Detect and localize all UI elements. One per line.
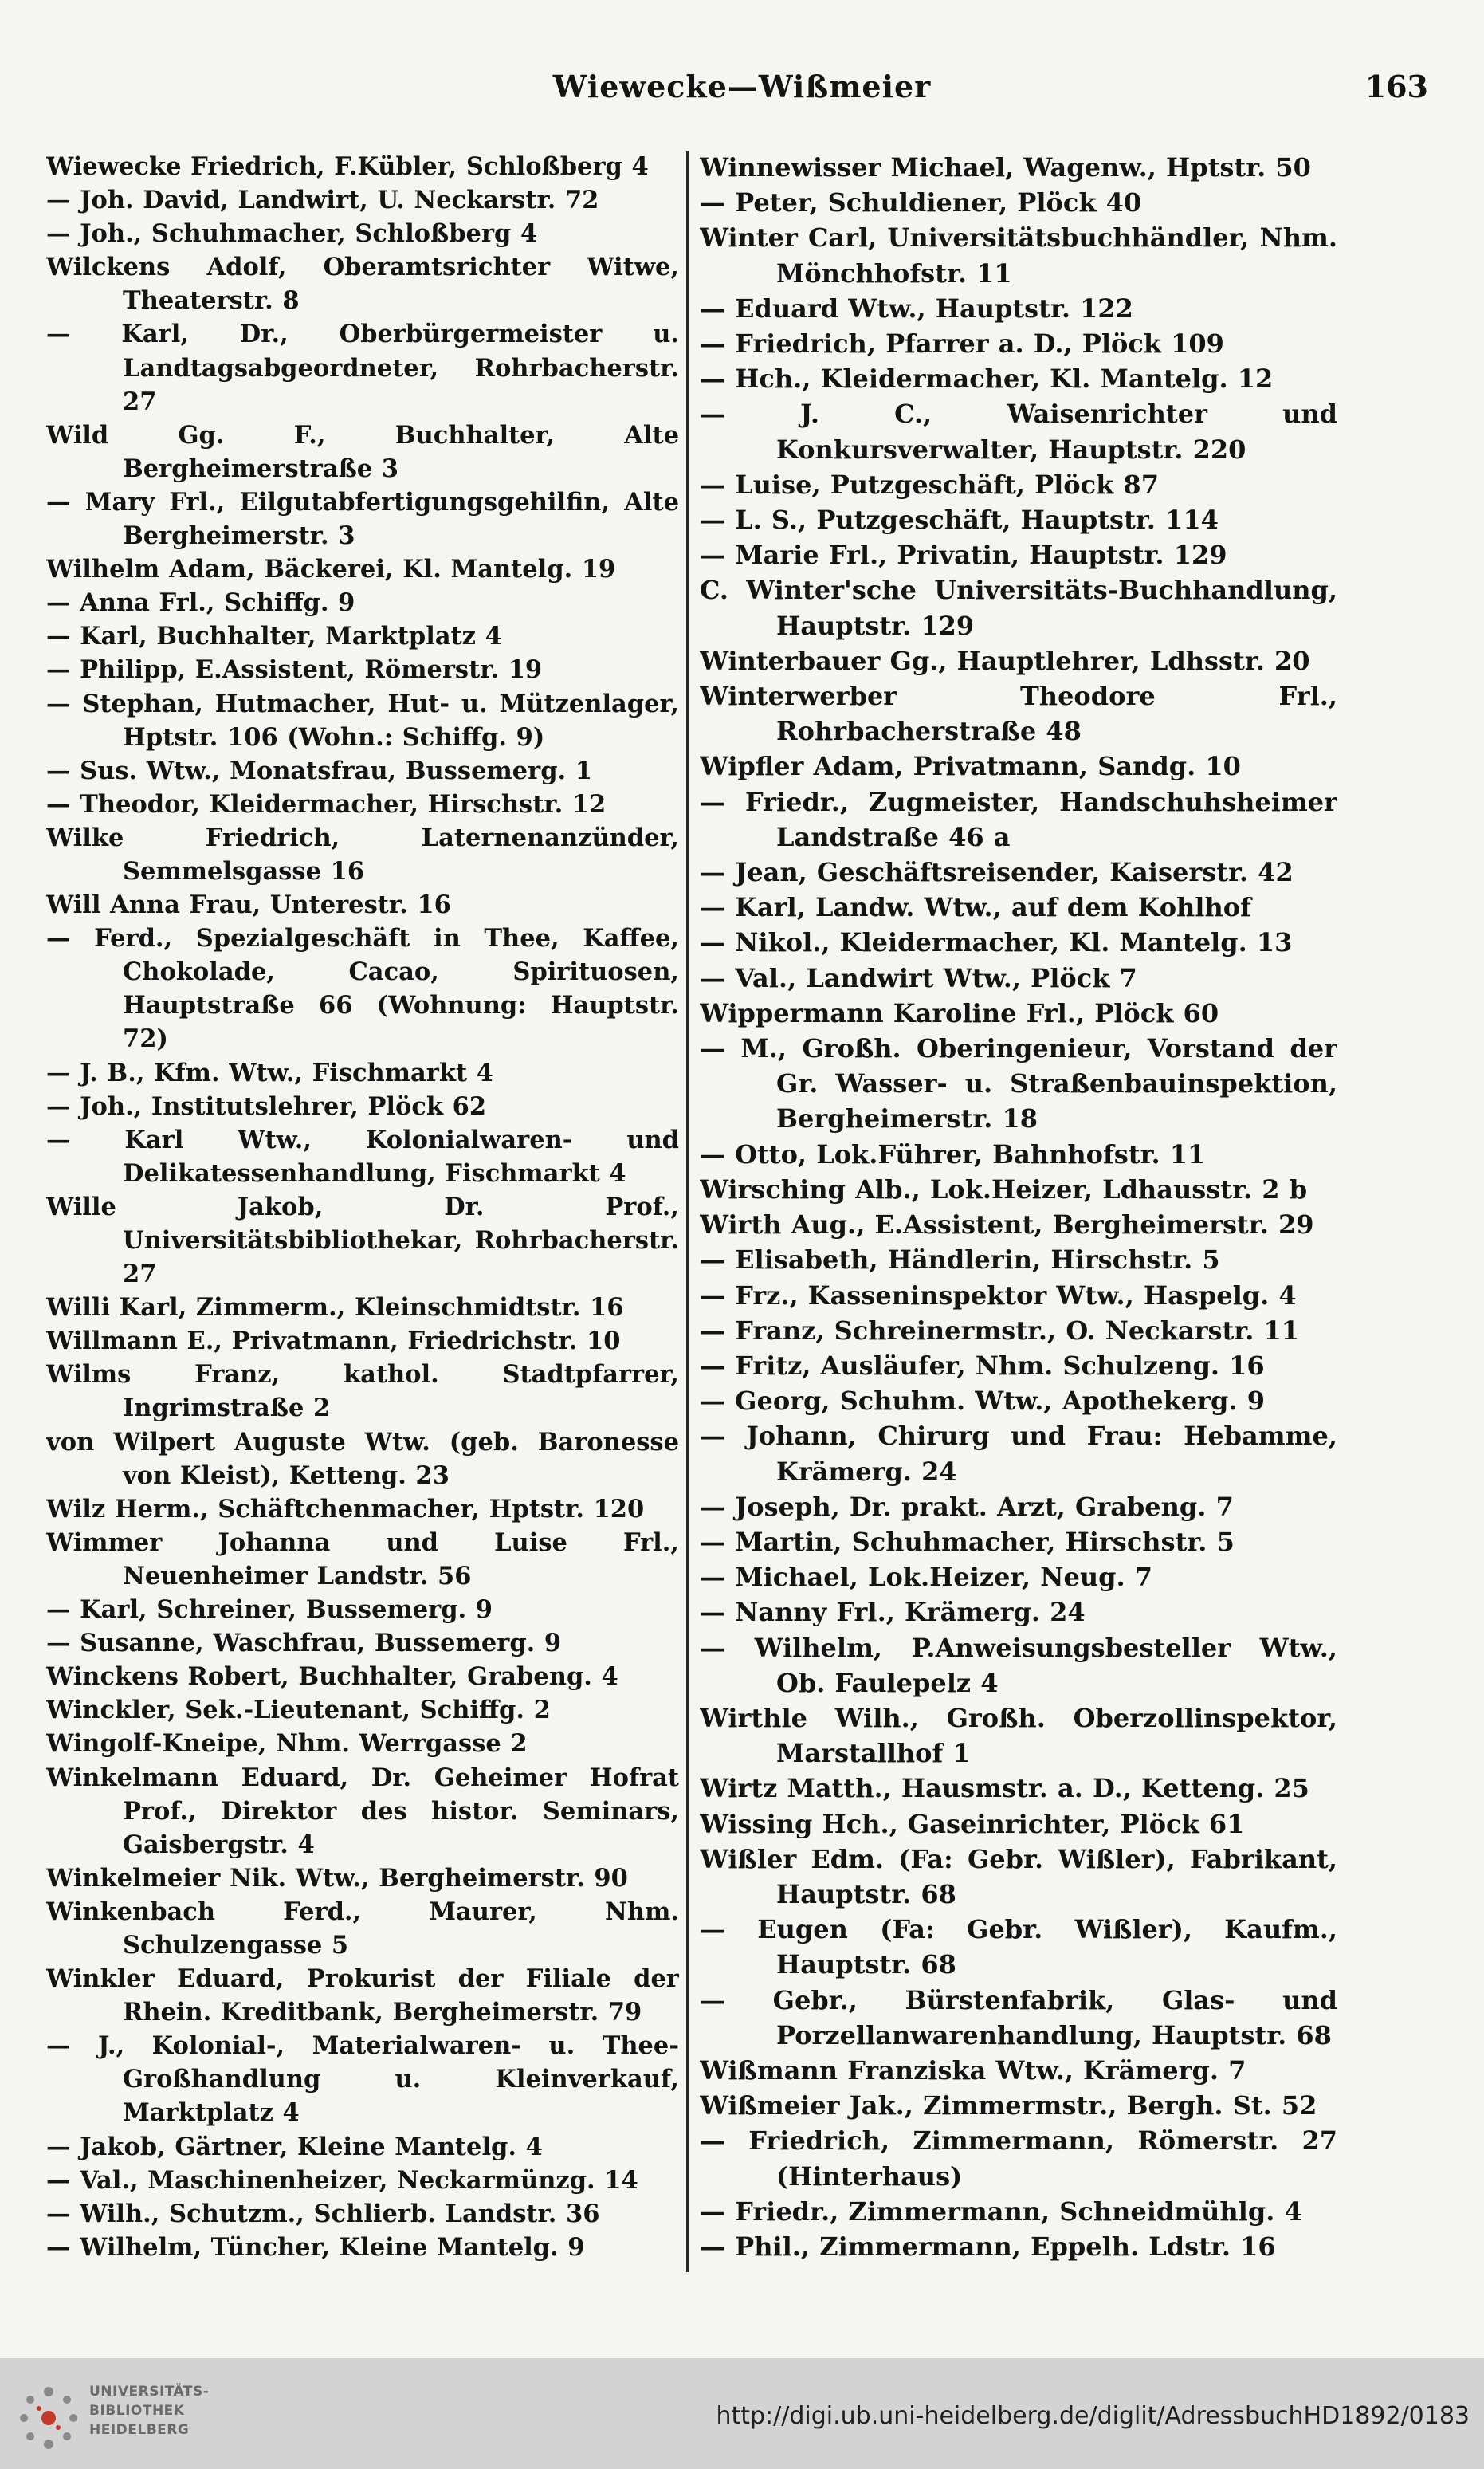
directory-entry: — Eugen (Fa: Gebr. Wißler), Kaufm., Hauptstr. 68 bbox=[700, 1914, 1337, 1980]
directory-entry: Winnewisser Michael, Wagenw., Hptstr. 50 bbox=[700, 152, 1311, 183]
directory-entry: Wilke Friedrich, Laternenanzünder, Semmelsgasse 16 bbox=[46, 823, 679, 886]
directory-entry: — Friedr., Zimmermann, Schneidmühlg. 4 bbox=[700, 2196, 1302, 2227]
directory-entry: Wimmer Johanna und Luise Frl., Neuenheimer Landstr. 56 bbox=[46, 1527, 679, 1590]
directory-entry: Wißler Edm. (Fa: Gebr. Wißler), Fabrikant, Hauptstr. 68 bbox=[700, 1843, 1337, 1909]
directory-entry: — J. C., Waisenrichter und Konkursverwalter, Hauptstr. 220 bbox=[700, 399, 1337, 465]
directory-entry: — Johann, Chirurg und Frau: Hebamme, Krämerg. 24 bbox=[700, 1421, 1337, 1487]
directory-entry: — Ferd., Spezialgeschäft in Thee, Kaffee, Chokolade, Cacao, Spirituosen, Hauptstraße 66 (Wohnung: Hauptstr. 72) bbox=[46, 924, 679, 1054]
library-name-line: UNIVERSITÄTS- bbox=[89, 2384, 210, 2400]
directory-entry: — Martin, Schuhmacher, Hirschstr. 5 bbox=[700, 1526, 1235, 1557]
library-name bbox=[89, 2382, 209, 2440]
directory-entry: — Jean, Geschäftsreisender, Kaiserstr. 42 bbox=[700, 857, 1294, 888]
directory-entry: Winkenbach Ferd., Maurer, Nhm. Schulzengasse 5 bbox=[46, 1897, 679, 1960]
directory-entry: Winterwerber Theodore Frl., Rohrbacherstraße 48 bbox=[700, 681, 1337, 747]
directory-entry: — Karl, Schreiner, Bussemerg. 9 bbox=[46, 1595, 493, 1625]
directory-entry: — Karl Wtw., Kolonialwaren- und Delikatessenhandlung, Fischmarkt 4 bbox=[46, 1125, 679, 1188]
directory-entry: — Joh., Schuhmacher, Schloßberg 4 bbox=[46, 219, 538, 249]
directory-entry: — Joh. David, Landwirt, U. Neckarstr. 72 bbox=[46, 186, 599, 215]
directory-entry: — Marie Frl., Privatin, Hauptstr. 129 bbox=[700, 540, 1227, 571]
directory-entry: — Anna Frl., Schiffg. 9 bbox=[46, 588, 355, 618]
left-column bbox=[46, 150, 679, 2286]
directory-entry: — Stephan, Hutmacher, Hut- u. Mützenlager, Hptstr. 106 (Wohn.: Schiffg. 9) bbox=[46, 689, 679, 752]
directory-entry: Willmann E., Privatmann, Friedrichstr. 10 bbox=[46, 1327, 621, 1356]
directory-entry: — Theodor, Kleidermacher, Hirschstr. 12 bbox=[46, 789, 607, 819]
page-header bbox=[48, 62, 1436, 110]
directory-entry: — Karl, Landw. Wtw., auf dem Kohlhof bbox=[700, 892, 1251, 923]
directory-entry: — Joh., Institutslehrer, Plöck 62 bbox=[46, 1091, 487, 1121]
directory-entry: — Joseph, Dr. prakt. Arzt, Grabeng. 7 bbox=[700, 1491, 1234, 1522]
directory-entry: Winkelmeier Nik. Wtw., Bergheimerstr. 90 bbox=[46, 1863, 628, 1893]
directory-entry: Wirtz Matth., Hausmstr. a. D., Ketteng. 25 bbox=[700, 1773, 1309, 1804]
directory-entry: Wingolf-Kneipe, Nhm. Werrgasse 2 bbox=[46, 1729, 528, 1759]
directory-entry: C. Winter'sche Universitäts-Buchhandlung, Hauptstr. 129 bbox=[700, 575, 1337, 641]
directory-entry: Wilms Franz, kathol. Stadtpfarrer, Ingrimstraße 2 bbox=[46, 1360, 679, 1423]
directory-entry: — Otto, Lok.Führer, Bahnhofstr. 11 bbox=[700, 1138, 1206, 1170]
directory-entry: — L. S., Putzgeschäft, Hauptstr. 114 bbox=[700, 505, 1219, 536]
directory-entry: — Jakob, Gärtner, Kleine Mantelg. 4 bbox=[46, 2132, 543, 2161]
directory-entry: Winckens Robert, Buchhalter, Grabeng. 4 bbox=[46, 1662, 618, 1692]
directory-entry: — Elisabeth, Händlerin, Hirschstr. 5 bbox=[700, 1244, 1220, 1276]
directory-entry: — Eduard Wtw., Hauptstr. 122 bbox=[700, 293, 1133, 324]
directory-entry: Wipfler Adam, Privatmann, Sandg. 10 bbox=[700, 751, 1241, 782]
directory-entry: Wirsching Alb., Lok.Heizer, Ldhausstr. 2 b bbox=[700, 1174, 1308, 1205]
directory-entry: — Sus. Wtw., Monatsfrau, Bussemerg. 1 bbox=[46, 756, 593, 785]
directory-entry: Willi Karl, Zimmerm., Kleinschmidtstr. 16 bbox=[46, 1293, 624, 1323]
directory-entry: — Hch., Kleidermacher, Kl. Mantelg. 12 bbox=[700, 364, 1274, 395]
directory-entry: — Friedrich, Zimmermann, Römerstr. 27 (Hinterhaus) bbox=[700, 2125, 1337, 2192]
directory-entry: — Wilh., Schutzm., Schlierb. Landstr. 36 bbox=[46, 2199, 600, 2228]
directory-entry: — Frz., Kasseninspektor Wtw., Haspelg. 4 bbox=[700, 1280, 1297, 1311]
directory-entry: — Georg, Schuhm. Wtw., Apothekerg. 9 bbox=[700, 1386, 1265, 1417]
directory-entry: — Luise, Putzgeschäft, Plöck 87 bbox=[700, 469, 1159, 500]
directory-entry: — J. B., Kfm. Wtw., Fischmarkt 4 bbox=[46, 1058, 493, 1087]
directory-entry: — Karl, Dr., Oberbürgermeister u. Landtagsabgeordneter, Rohrbacherstr. 27 bbox=[46, 320, 679, 416]
directory-entry: Wille Jakob, Dr. Prof., Universitätsbibliothekar, Rohrbacherstr. 27 bbox=[46, 1192, 679, 1289]
library-name-line: HEIDELBERG bbox=[89, 2422, 190, 2438]
directory-entry: Wilz Herm., Schäftchenmacher, Hptstr. 120 bbox=[46, 1494, 645, 1523]
directory-entry: — Val., Landwirt Wtw., Plöck 7 bbox=[700, 962, 1137, 993]
directory-entry: — Philipp, E.Assistent, Römerstr. 19 bbox=[46, 655, 543, 685]
university-library-logo-icon bbox=[13, 2382, 84, 2454]
directory-entry: Winterbauer Gg., Hauptlehrer, Ldhsstr. 20 bbox=[700, 645, 1310, 676]
directory-entry: Wilhelm Adam, Bäckerei, Kl. Mantelg. 19 bbox=[46, 555, 616, 584]
directory-entry: Wilckens Adolf, Oberamtsrichter Witwe, Theaterstr. 8 bbox=[46, 253, 679, 316]
directory-entry: Winckler, Sek.-Lieutenant, Schiffg. 2 bbox=[46, 1696, 551, 1725]
directory-entry: — Franz, Schreinermstr., O. Neckarstr. 11 bbox=[700, 1315, 1299, 1346]
directory-entry: Wirth Aug., E.Assistent, Bergheimerstr. 29 bbox=[700, 1209, 1314, 1240]
directory-entry: — Nanny Frl., Krämerg. 24 bbox=[700, 1597, 1086, 1628]
directory-entry: Wippermann Karoline Frl., Plöck 60 bbox=[700, 997, 1219, 1028]
directory-entry: — Nikol., Kleidermacher, Kl. Mantelg. 13 bbox=[700, 927, 1293, 958]
directory-entry: — Phil., Zimmermann, Eppelh. Ldstr. 16 bbox=[700, 2231, 1276, 2262]
directory-entry: Wirthle Wilh., Großh. Oberzollinspektor, Marstallhof 1 bbox=[700, 1702, 1337, 1769]
directory-entry: Winkler Eduard, Prokurist der Filiale der Rhein. Kreditbank, Bergheimerstr. 79 bbox=[46, 1964, 679, 2027]
directory-entry: Wild Gg. F., Buchhalter, Alte Bergheimerstraße 3 bbox=[46, 420, 679, 483]
directory-entry: Will Anna Frau, Unterestr. 16 bbox=[46, 890, 451, 920]
directory-entry: — Mary Frl., Eilgutabfertigungsgehilfin, Alte Bergheimerstr. 3 bbox=[46, 487, 679, 551]
directory-entry: Wißmann Franziska Wtw., Krämerg. 7 bbox=[700, 2054, 1246, 2086]
directory-entry: — Michael, Lok.Heizer, Neug. 7 bbox=[700, 1562, 1153, 1593]
directory-entry: — Gebr., Bürstenfabrik, Glas- und Porzellanwarenhandlung, Hauptstr. 68 bbox=[700, 1984, 1337, 2050]
right-column bbox=[700, 150, 1337, 2286]
directory-entry: — Fritz, Ausläufer, Nhm. Schulzeng. 16 bbox=[700, 1350, 1265, 1381]
directory-entry: Wißmeier Jak., Zimmermstr., Bergh. St. 52 bbox=[700, 2090, 1317, 2121]
viewer-footer bbox=[0, 2358, 1484, 2469]
directory-entry: — M., Großh. Oberingenieur, Vorstand der Gr. Wasser- u. Straßenbauinspektion, Bergheimerstr. 18 bbox=[700, 1033, 1337, 1134]
directory-entry: Wiewecke Friedrich, F.Kübler, Schloßberg 4 bbox=[46, 152, 649, 181]
source-url-link[interactable]: http://digi.ub.uni-heidelberg.de/diglit/AdressbuchHD1892/0183 bbox=[716, 2402, 1470, 2430]
directory-entry: — Karl, Buchhalter, Marktplatz 4 bbox=[46, 622, 502, 651]
directory-entry: — Friedrich, Pfarrer a. D., Plöck 109 bbox=[700, 328, 1224, 360]
page-number: 163 bbox=[1364, 69, 1428, 104]
running-title: Wiewecke—Wißmeier bbox=[552, 69, 932, 104]
directory-entry: — J., Kolonial-, Materialwaren- u. Thee-Großhandlung u. Kleinverkauf, Marktplatz 4 bbox=[46, 2031, 679, 2128]
directory-entry: — Friedr., Zugmeister, Handschuhsheimer Landstraße 46 a bbox=[700, 786, 1337, 852]
directory-entry: Wissing Hch., Gaseinrichter, Plöck 61 bbox=[700, 1808, 1245, 1839]
directory-entry: — Peter, Schuldiener, Plöck 40 bbox=[700, 187, 1142, 218]
column-divider bbox=[686, 151, 689, 2272]
directory-entry: — Wilhelm, Tüncher, Kleine Mantelg. 9 bbox=[46, 2232, 585, 2262]
directory-entry: — Val., Maschinenheizer, Neckarmünzg. 14 bbox=[46, 2165, 638, 2195]
directory-entry: — Wilhelm, P.Anweisungsbesteller Wtw., Ob. Faulepelz 4 bbox=[700, 1632, 1337, 1698]
directory-entry: Winkelmann Eduard, Dr. Geheimer Hofrat Prof., Direktor des histor. Seminars, Gaisbergstr. 4 bbox=[46, 1763, 679, 1859]
library-name-line: BIBLIOTHEK bbox=[89, 2403, 185, 2419]
directory-entry: — Susanne, Waschfrau, Bussemerg. 9 bbox=[46, 1629, 562, 1658]
directory-entry: Winter Carl, Universitätsbuchhändler, Nhm. Mönchhofstr. 11 bbox=[700, 222, 1337, 289]
directory-entry: von Wilpert Auguste Wtw. (geb. Baronesse von Kleist), Ketteng. 23 bbox=[46, 1427, 679, 1490]
